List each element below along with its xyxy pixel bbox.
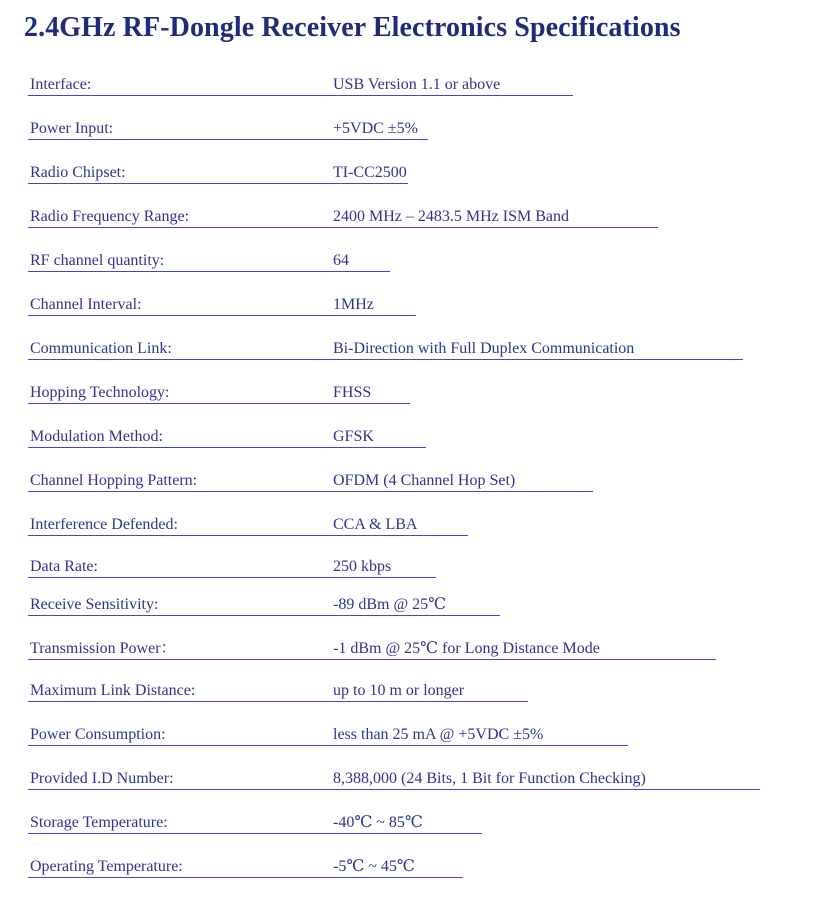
label-underline — [28, 535, 328, 536]
page-title: 2.4GHz RF-Dongle Receiver Electronics Specifications — [24, 12, 681, 43]
spec-value: Bi-Direction with Full Duplex Communication — [333, 340, 635, 357]
spec-row — [28, 74, 728, 98]
spec-value: 64 — [333, 252, 349, 269]
value-underline — [328, 447, 426, 448]
spec-label: Provided I.D Number: — [30, 770, 174, 787]
spec-value: FHSS — [333, 384, 372, 401]
spec-row — [28, 162, 728, 186]
spec-row — [28, 856, 728, 880]
value-underline — [328, 139, 428, 140]
spec-label: Storage Temperature: — [30, 814, 168, 831]
spec-label: Modulation Method: — [30, 428, 163, 445]
spec-row — [28, 382, 728, 406]
label-underline — [28, 95, 328, 96]
spec-row — [28, 470, 728, 494]
label-underline — [28, 789, 328, 790]
spec-row — [28, 338, 728, 362]
spec-value: 2400 MHz – 2483.5 MHz ISM Band — [333, 208, 569, 225]
value-underline — [328, 183, 408, 184]
spec-label: RF channel quantity: — [30, 252, 165, 269]
label-underline — [28, 491, 328, 492]
spec-label: Channel Interval: — [30, 296, 142, 313]
spec-row — [28, 250, 728, 274]
value-underline — [328, 271, 390, 272]
spec-row — [28, 680, 728, 704]
label-underline — [28, 315, 328, 316]
spec-row — [28, 768, 728, 792]
value-underline — [328, 833, 482, 834]
value-underline — [328, 403, 410, 404]
spec-value: USB Version 1.1 or above — [333, 76, 501, 93]
spec-value: -5℃ ~ 45℃ — [333, 858, 415, 875]
spec-row — [28, 118, 728, 142]
spec-label: Communication Link: — [30, 340, 172, 357]
value-underline — [328, 535, 468, 536]
value-underline — [328, 615, 500, 616]
label-underline — [28, 359, 328, 360]
spec-value: TI-CC2500 — [333, 164, 407, 181]
spec-value: less than 25 mA @ +5VDC ±5% — [333, 726, 544, 743]
spec-row — [28, 812, 728, 836]
spec-label: Transmission Power： — [30, 640, 177, 657]
value-underline — [328, 877, 463, 878]
spec-row — [28, 556, 728, 580]
spec-row — [28, 638, 728, 662]
label-underline — [28, 615, 328, 616]
value-underline — [328, 491, 593, 492]
value-underline — [328, 745, 628, 746]
value-underline — [328, 227, 658, 228]
spec-row — [28, 514, 728, 538]
spec-value: OFDM (4 Channel Hop Set) — [333, 472, 516, 489]
label-underline — [28, 659, 328, 660]
label-underline — [28, 271, 328, 272]
value-underline — [328, 789, 760, 790]
spec-value: up to 10 m or longer — [333, 682, 465, 699]
spec-label: Radio Frequency Range: — [30, 208, 190, 225]
spec-value: GFSK — [333, 428, 374, 445]
spec-value: +5VDC ±5% — [333, 120, 418, 137]
value-underline — [328, 315, 416, 316]
label-underline — [28, 877, 328, 878]
spec-value: -40℃ ~ 85℃ — [333, 814, 423, 831]
spec-value: 250 kbps — [333, 558, 392, 575]
spec-label: Maximum Link Distance: — [30, 682, 196, 699]
label-underline — [28, 833, 328, 834]
label-underline — [28, 447, 328, 448]
value-underline — [328, 659, 716, 660]
spec-row — [28, 206, 728, 230]
spec-label: Operating Temperature: — [30, 858, 183, 875]
label-underline — [28, 403, 328, 404]
value-underline — [328, 701, 528, 702]
label-underline — [28, 139, 328, 140]
spec-label: Power Input: — [30, 120, 114, 137]
spec-label: Interface: — [30, 76, 92, 93]
label-underline — [28, 745, 328, 746]
label-underline — [28, 227, 328, 228]
spec-label: Hopping Technology: — [30, 384, 170, 401]
label-underline — [28, 577, 328, 578]
spec-row — [28, 294, 728, 318]
spec-row — [28, 426, 728, 450]
spec-row — [28, 594, 728, 618]
label-underline — [28, 701, 328, 702]
value-underline — [328, 577, 436, 578]
spec-label: Data Rate: — [30, 558, 98, 575]
spec-label: Radio Chipset: — [30, 164, 126, 181]
spec-value: 1MHz — [333, 296, 374, 313]
label-underline — [28, 183, 328, 184]
spec-label: Power Consumption: — [30, 726, 166, 743]
spec-label: Interference Defended: — [30, 516, 178, 533]
value-underline — [328, 359, 743, 360]
spec-value: -89 dBm @ 25℃ — [333, 596, 447, 613]
spec-row — [28, 724, 728, 748]
value-underline — [328, 95, 573, 96]
spec-value: CCA & LBA — [333, 516, 418, 533]
spec-label: Receive Sensitivity: — [30, 596, 159, 613]
spec-value: -1 dBm @ 25℃ for Long Distance Mode — [333, 640, 600, 657]
spec-value: 8,388,000 (24 Bits, 1 Bit for Function Checking) — [333, 770, 646, 787]
spec-label: Channel Hopping Pattern: — [30, 472, 198, 489]
